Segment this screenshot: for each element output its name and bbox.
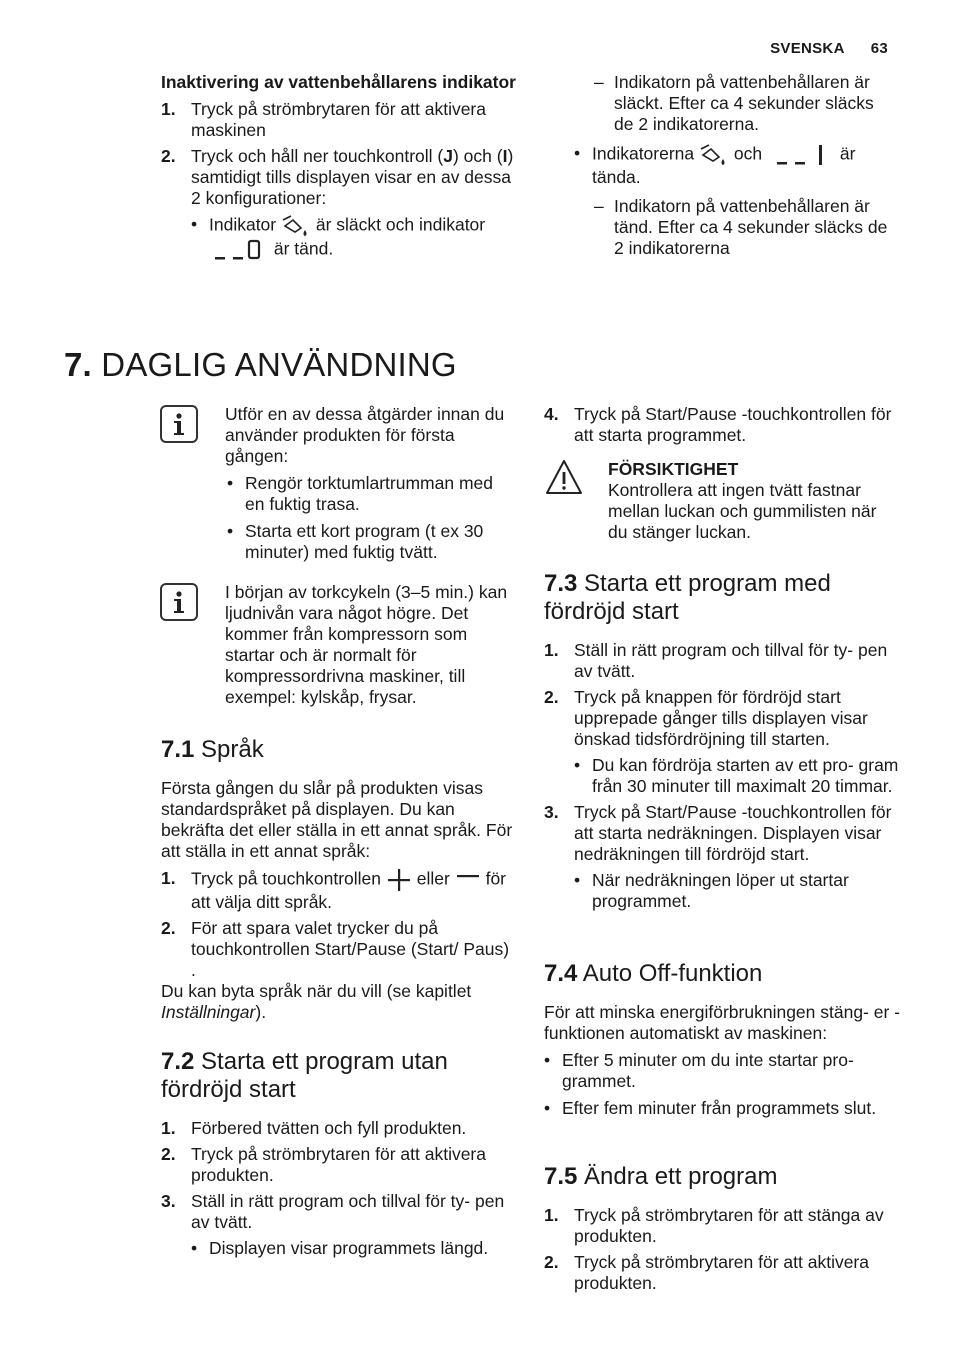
section-title: 7.5 Ändra ett program bbox=[544, 1163, 778, 1190]
water-tank-icon bbox=[699, 143, 729, 167]
chapter-title: 7. DAGLIG ANVÄNDNING bbox=[64, 346, 457, 383]
section-title: 7.4 Auto Off-funktion bbox=[544, 960, 763, 987]
section-7-3 bbox=[544, 570, 900, 912]
bullet-item: • Displayen visar programmets längd. bbox=[191, 1238, 517, 1259]
step-item: 1. Ställ in rätt program och tillval för ty- pen av tvätt. bbox=[544, 640, 888, 681]
caution-title: FÖRSIKTIGHET bbox=[608, 459, 739, 479]
top-left-block bbox=[161, 72, 517, 262]
section-title: 7.3 Starta ett program med fördröjd start bbox=[544, 570, 831, 625]
bullet-item: • Indikator är släckt och indikator är tänd. bbox=[191, 214, 517, 262]
page-number: 63 bbox=[870, 40, 888, 57]
step-item: 2. Tryck på strömbrytaren för att aktivera produkten. bbox=[544, 1252, 869, 1293]
step-item: 2. För att spara valet trycker du på touchkontrollen Start/Pause (Start/ Paus) . bbox=[161, 918, 510, 980]
bullet-item: • Efter 5 minuter om du inte startar pro- grammet. bbox=[544, 1050, 900, 1092]
header-language: SVENSKA bbox=[770, 40, 845, 57]
step-item: 2. Tryck och håll ner touchkontroll (J) och (I) samtidigt tills displayen visar en av dessa 2 konfigurationer: bbox=[161, 146, 514, 208]
section-7-4 bbox=[544, 960, 900, 1119]
step-item: 4. Tryck på Start/Pause -touchkontrollen för att starta programmet. bbox=[544, 404, 892, 445]
step-item: 1. Förbered tvätten och fyll produkten. bbox=[161, 1118, 467, 1138]
display-digits-icon bbox=[209, 238, 269, 262]
caution-note bbox=[608, 459, 900, 543]
warning-icon bbox=[545, 458, 583, 496]
bullet-item: • Efter fem minuter från programmets slut. bbox=[544, 1098, 900, 1119]
step-item: 1. Tryck på strömbrytaren för att stänga av produkten. bbox=[544, 1205, 884, 1246]
step-item: 1. Tryck på touchkontrollen eller för att välja ditt språk. bbox=[161, 868, 507, 912]
plus-icon bbox=[386, 868, 412, 892]
caution-text: Kontrollera att ingen tvätt fastnar mellan luckan och gummilisten när du stänger luckan. bbox=[608, 480, 877, 542]
paragraph: För att minska energiförbrukningen stäng- er -funktionen automatiskt av maskinen: bbox=[544, 1002, 900, 1043]
section-7-5 bbox=[544, 1163, 900, 1294]
section-7-2 bbox=[161, 1048, 517, 1259]
water-tank-icon bbox=[281, 214, 311, 238]
info-icon bbox=[160, 405, 198, 443]
right-step-4 bbox=[544, 404, 900, 446]
info-text: Utför en av dessa åtgärder innan du använder produkten för första gången: bbox=[225, 404, 505, 466]
info-note-first-use bbox=[225, 404, 510, 563]
bullet-item: • När nedräkningen löper ut startar programmet. bbox=[574, 870, 900, 912]
bullet-item: • Du kan fördröja starten av ett pro- gram från 30 minuter till maximalt 20 timmar. bbox=[574, 755, 900, 797]
step-item: 2. Tryck på strömbrytaren för att aktivera produkten. bbox=[161, 1144, 486, 1185]
step-item: 2. Tryck på knappen för fördröjd start upprepade gånger tills displayen visar önskad tidsfördröjning till starten. bbox=[544, 687, 868, 749]
step-item: 3. Ställ in rätt program och tillval för ty- pen av tvätt. bbox=[161, 1191, 505, 1232]
minus-icon bbox=[455, 868, 481, 892]
bullet-item: • Starta ett kort program (t ex 30 minuter) med fuktig tvätt. bbox=[227, 521, 510, 563]
display-digits-icon bbox=[767, 143, 835, 167]
info-note-noise: I början av torkcykeln (3–5 min.) kan ljudnivån vara något högre. Det kommer från kompressorn som startar och är normalt för kompressordrivna maskiner, till exempel: kylskåp, frysar. bbox=[225, 582, 508, 707]
indicator-heading: Inaktivering av vattenbehållarens indikator bbox=[161, 72, 516, 92]
paragraph: Första gången du slår på produkten visas standardspråket på displayen. Du kan bekräfta det eller ställa in ett annat språk. För att ställa in ett annat språk: bbox=[161, 778, 513, 861]
section-7-1 bbox=[161, 736, 517, 1023]
section-title: 7.1 Språk bbox=[161, 736, 264, 763]
page-header bbox=[744, 38, 888, 59]
dash-item: – Indikatorn på vattenbehållaren är släckt. Efter ca 4 sekunder släcks de 2 indikatorerna. bbox=[594, 72, 898, 135]
info-icon bbox=[160, 583, 198, 621]
step-item: 3. Tryck på Start/Pause -touchkontrollen för att starta nedräkningen. Displayen visar nedräkningen till fördröjd start. bbox=[544, 802, 892, 864]
section-title: 7.2 Starta ett program utan fördröjd start bbox=[161, 1048, 448, 1103]
bullet-item: • Rengör torktumlartrumman med en fuktig trasa. bbox=[227, 473, 510, 515]
paragraph: Du kan byta språk när du vill (se kapitlet Inställningar). bbox=[161, 981, 472, 1022]
bullet-item: • Indikatorerna och är tända. bbox=[574, 143, 898, 188]
step-item: 1. Tryck på strömbrytaren för att aktivera maskinen bbox=[161, 99, 486, 140]
dash-item: – Indikatorn på vattenbehållaren är tänd. Efter ca 4 sekunder släcks de 2 indikatorerna bbox=[594, 196, 898, 259]
top-right-block bbox=[592, 72, 898, 259]
